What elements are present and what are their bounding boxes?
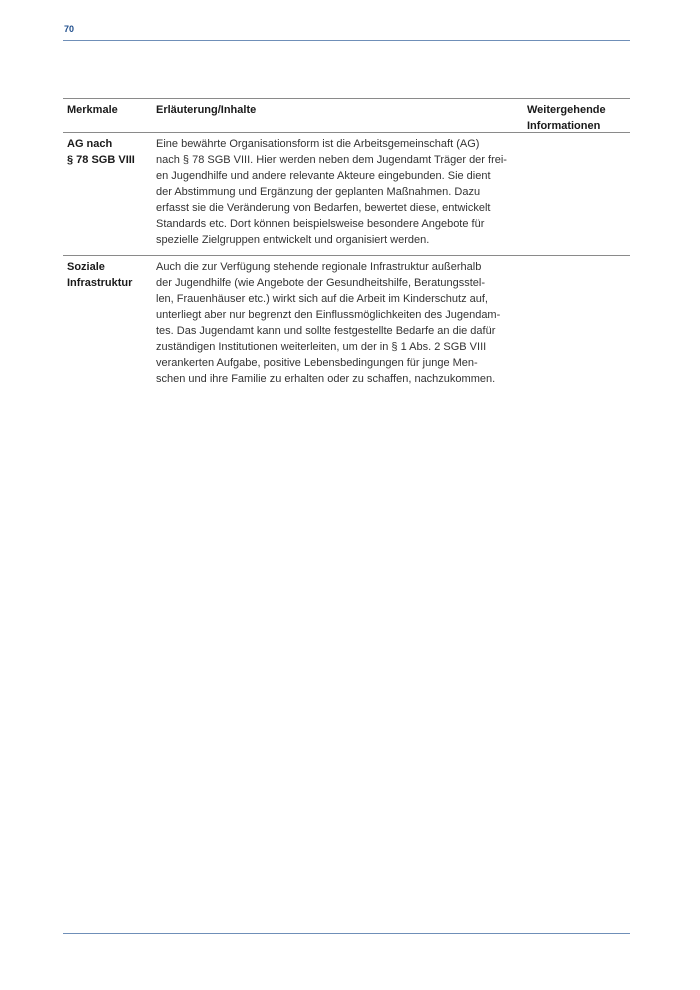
row-label-line: Infrastruktur bbox=[67, 277, 133, 289]
page-number: 70 bbox=[64, 24, 75, 34]
row-text-line: tes. Das Jugendamt kann und sollte festgestellte Bedarfe an die dafür bbox=[156, 325, 496, 337]
row-text bbox=[156, 256, 521, 394]
row-text-line: verankerten Aufgabe, positive Lebensbedingungen für junge Men- bbox=[156, 357, 478, 369]
row-text-line: der Abstimmung und Ergänzung der geplanten Maßnahmen. Dazu bbox=[156, 186, 481, 198]
row-info bbox=[521, 133, 630, 255]
info-table bbox=[63, 98, 630, 394]
row-text-line: len, Frauenhäuser etc.) wirkt sich auf die Arbeit im Kinderschutz auf, bbox=[156, 293, 488, 305]
row-text-line: Auch die zur Verfügung stehende regionale Infrastruktur außerhalb bbox=[156, 261, 482, 273]
table-row bbox=[63, 132, 630, 255]
row-label bbox=[63, 133, 156, 255]
header-col3-line: Informationen bbox=[527, 120, 601, 132]
row-label bbox=[63, 256, 156, 394]
row-text-line: schen und ihre Familie zu erhalten oder zu schaffen, nachzukommen. bbox=[156, 373, 496, 385]
row-text-line: en Jugendhilfe und andere relevante Akteure eingebunden. Sie dient bbox=[156, 170, 491, 182]
row-text-line: spezielle Zielgruppen entwickelt und organisiert werden. bbox=[156, 234, 430, 246]
header-col3-line: Weitergehende bbox=[527, 104, 606, 116]
row-info bbox=[521, 256, 630, 394]
row-text-line: unterliegt aber nur begrenzt den Einflussmöglichkeiten des Jugendam- bbox=[156, 309, 501, 321]
row-text-line: zuständigen Institutionen weiterleiten, um der in § 1 Abs. 2 SGB VIII bbox=[156, 341, 487, 353]
header-erlaeuterung: Erläuterung/Inhalte bbox=[156, 104, 257, 116]
header-merkmale: Merkmale bbox=[67, 104, 118, 116]
footer-rule bbox=[63, 933, 630, 934]
row-text-line: Standards etc. Dort können beispielsweise besondere Angebote für bbox=[156, 218, 485, 230]
row-text-line: der Jugendhilfe (wie Angebote der Gesundheitshilfe, Beratungsstel- bbox=[156, 277, 485, 289]
row-text bbox=[156, 133, 521, 255]
row-label-line: § 78 SGB VIII bbox=[67, 154, 135, 166]
header-weitergehende-informationen bbox=[521, 99, 630, 132]
header-rule bbox=[63, 40, 630, 41]
row-label-line: Soziale bbox=[67, 261, 105, 273]
row-label-line: AG nach bbox=[67, 138, 113, 150]
row-text-line: erfasst sie die Veränderung von Bedarfen, bewertet diese, entwickelt bbox=[156, 202, 491, 214]
table-header-row bbox=[63, 98, 630, 132]
row-text-line: Eine bewährte Organisationsform ist die Arbeitsgemeinschaft (AG) bbox=[156, 138, 480, 150]
row-text-line: nach § 78 SGB VIII. Hier werden neben dem Jugendamt Träger der frei- bbox=[156, 154, 507, 166]
table-row bbox=[63, 255, 630, 394]
